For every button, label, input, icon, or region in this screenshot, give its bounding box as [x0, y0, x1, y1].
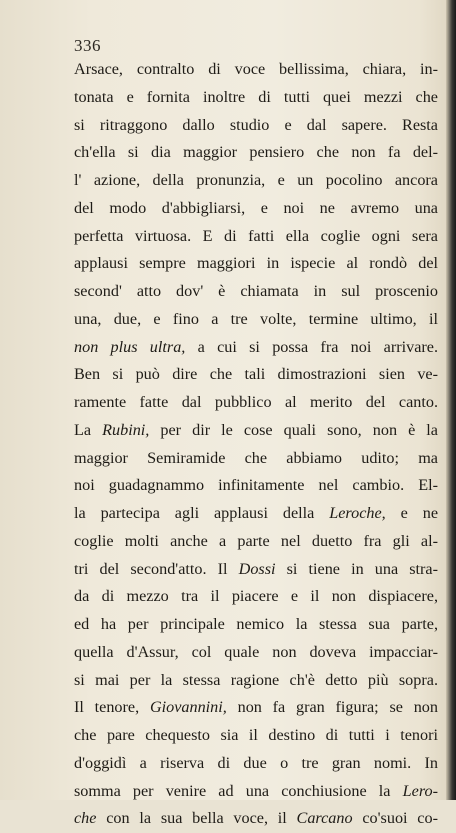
text-line	[74, 500, 438, 528]
text-segment: per dir le cose quali sono, non è la	[149, 420, 438, 439]
italic-text: Rubini,	[102, 420, 150, 439]
text-segment: co'suoi co-	[352, 809, 438, 828]
text-segment: ed ha per principale nemico la stessa sua parte,	[74, 615, 438, 633]
italic-text: Dossi	[238, 559, 276, 578]
text-line	[74, 306, 438, 334]
text-segment: si ritraggono dallo studio e dal sapere. Resta	[74, 115, 438, 134]
text-segment: Arsace, contralto di voce bellissima, chiara, in-	[74, 60, 438, 78]
text-segment: si tiene in una stra-	[275, 559, 438, 578]
text-line	[74, 694, 438, 722]
text-line	[74, 417, 438, 445]
italic-text: che	[74, 809, 97, 828]
text-segment: tri del second'atto. Il	[74, 559, 239, 578]
page-number: 336	[74, 36, 101, 55]
text-line	[74, 167, 438, 195]
italic-text: Giovannini,	[149, 698, 227, 717]
text-line	[74, 445, 438, 473]
body-text	[74, 56, 438, 833]
text-segment: che pare chequesto sia il destino di tutti i tenori	[74, 726, 438, 744]
text-line	[74, 556, 438, 584]
book-gutter	[446, 0, 456, 800]
text-segment: Ben si può dire che tali dimostrazioni sien ve-	[74, 365, 438, 384]
text-line	[74, 583, 438, 611]
text-segment: da di mezzo tra il piacere e il non dispiacere,	[74, 587, 438, 606]
text-segment: e ne	[385, 504, 438, 522]
text-segment: tonata e fornita inoltre di tutti quei mezzi che	[74, 87, 438, 106]
text-line	[74, 250, 438, 278]
italic-text: Carcano	[296, 809, 353, 828]
text-line	[74, 528, 438, 556]
text-segment: noi guadagnammo infinitamente nel cambio. El-	[74, 476, 438, 495]
text-segment: una, due, e fino a tre volte, termine ultimo, il	[74, 309, 438, 328]
text-line	[74, 639, 438, 667]
text-line	[74, 195, 438, 223]
text-line	[74, 361, 438, 389]
text-line	[74, 389, 438, 417]
text-segment: ch'ella si dia maggior pensiero che non fa del-	[74, 143, 438, 162]
text-segment: somma per venire ad una conchiusione la	[74, 781, 403, 800]
text-line	[74, 278, 438, 306]
text-segment: l' azione, della pronunzia, e un pocolino ancora	[74, 171, 438, 189]
text-line	[74, 223, 438, 251]
text-line	[74, 805, 438, 833]
text-segment: a cui si possa fra noi arrivare.	[185, 337, 438, 356]
text-segment: si mai per la stessa ragione ch'è detto più sopra.	[74, 670, 438, 689]
text-line	[74, 667, 438, 695]
text-segment: second' atto dov' è chiamata in sul proscenio	[74, 282, 438, 300]
text-segment: quella d'Assur, col quale non doveva impacciar-	[74, 642, 438, 661]
text-line	[74, 750, 438, 778]
italic-text: Leroche,	[329, 504, 386, 522]
text-segment: del modo d'abbigliarsi, e noi ne avremo una	[74, 198, 438, 217]
text-line	[74, 778, 438, 806]
text-segment: perfetta virtuosa. E di fatti ella coglie ogni sera	[74, 226, 438, 245]
text-segment: ramente fatte dal pubblico al merito del canto.	[74, 393, 438, 411]
text-line	[74, 56, 438, 84]
text-segment: con la sua bella voce, il	[96, 809, 297, 828]
text-line	[74, 472, 438, 500]
text-segment: la partecipa agli applausi della	[74, 504, 330, 522]
italic-text: Lero-	[402, 781, 438, 800]
text-line	[74, 334, 438, 362]
text-line	[74, 722, 438, 750]
italic-text: non plus ultra,	[74, 337, 186, 356]
text-line	[74, 112, 438, 140]
text-segment: coglie molti anche a parte nel duetto fra gli al-	[74, 531, 438, 550]
text-segment: d'oggidì a riserva di due o tre gran nomi. In	[74, 753, 438, 772]
text-segment: La	[74, 420, 103, 439]
text-segment: Il tenore,	[74, 698, 150, 717]
text-line	[74, 84, 438, 112]
text-segment: applausi sempre maggiori in ispecie al rondò del	[74, 254, 438, 273]
text-line	[74, 139, 438, 167]
text-segment: non fa gran figura; se non	[226, 698, 438, 717]
text-segment: maggior Semiramide che abbiamo udito; ma	[74, 448, 438, 467]
text-line	[74, 611, 438, 639]
